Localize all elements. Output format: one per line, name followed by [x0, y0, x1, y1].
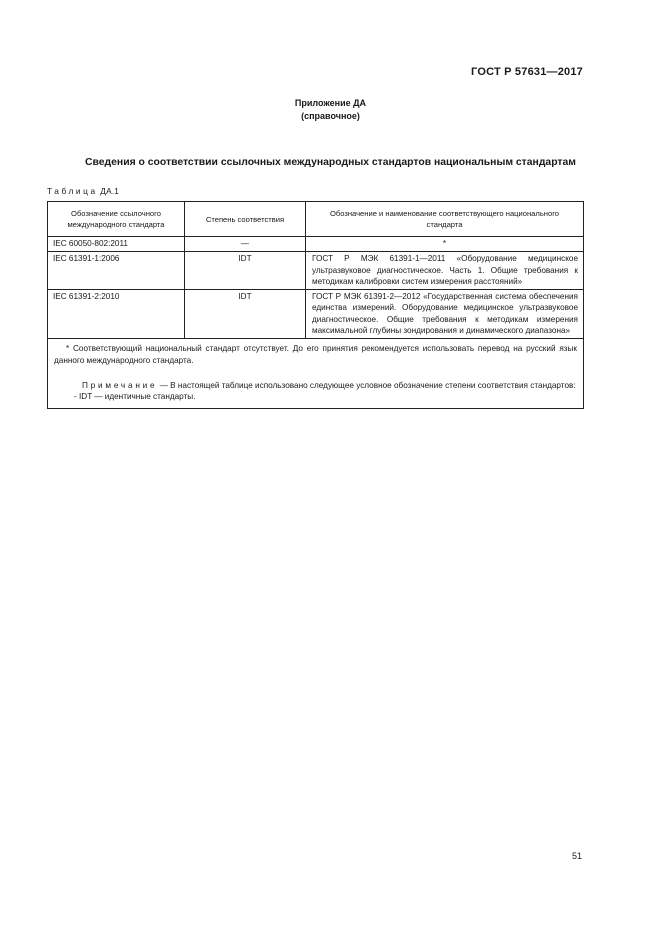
- standard-code: ГОСТ Р 57631—2017: [471, 66, 583, 78]
- table-notes-row: [48, 339, 584, 408]
- section-heading: Сведения о соответствии ссылочных международных стандартов национальным стандартам: [85, 157, 576, 168]
- cell-degree: IDT: [185, 252, 306, 290]
- table-row: [48, 237, 584, 252]
- note-item: - IDT — идентичные стандарты.: [74, 392, 196, 402]
- table-note: [54, 380, 577, 391]
- appendix-title: Приложение ДА: [294, 98, 367, 108]
- table-caption-number: ДА.1: [100, 186, 120, 196]
- table-caption: [47, 186, 119, 196]
- table-header-row: [48, 202, 584, 237]
- table-caption-prefix: Таблица: [47, 186, 98, 196]
- page-number: 51: [572, 851, 583, 861]
- correspondence-table: [47, 201, 584, 409]
- appendix-title-block: [0, 97, 661, 123]
- cell-national: ГОСТ Р МЭК 61391-1—2011 «Оборудование медицинское ультразвуковое диагностическое. Часть 1. Общие требования к методикам калибровки систем измерения расстояний»: [306, 252, 584, 290]
- table-row: [48, 252, 584, 290]
- note-text: — В настоящей таблице использовано следующее условное обозначение степени соответствия стандартов:: [157, 380, 576, 390]
- cell-national: ГОСТ Р МЭК 61391-2—2012 «Государственная система обеспечения единства измерений. Оборудование медицинское ультразвуковое диагностическое. Общие требования к методикам измерения максимальной глубины зондирования и динамического диапазона»: [306, 290, 584, 339]
- column-header-degree: Степень соответствия: [185, 202, 306, 237]
- cell-standard: IEC 61391-2:2010: [48, 290, 185, 339]
- cell-national: *: [306, 237, 584, 252]
- column-header-national: Обозначение и наименование соответствующего национального стандарта: [306, 202, 584, 237]
- cell-standard: IEC 60050-802:2011: [48, 237, 185, 252]
- cell-degree: IDT: [185, 290, 306, 339]
- table-row: [48, 290, 584, 339]
- column-header-international: Обозначение ссылочного международного стандарта: [48, 202, 185, 237]
- table-footnote: * Соответствующий национальный стандарт отсутствует. До его принятия рекомендуется использовать перевод на русский язык данного международного стандарта.: [54, 344, 577, 365]
- cell-standard: IEC 61391-1:2006: [48, 252, 185, 290]
- note-label: Примечание: [82, 380, 158, 390]
- table-notes: [48, 339, 584, 408]
- cell-degree: —: [185, 237, 306, 252]
- appendix-subtitle: (справочное): [301, 111, 360, 121]
